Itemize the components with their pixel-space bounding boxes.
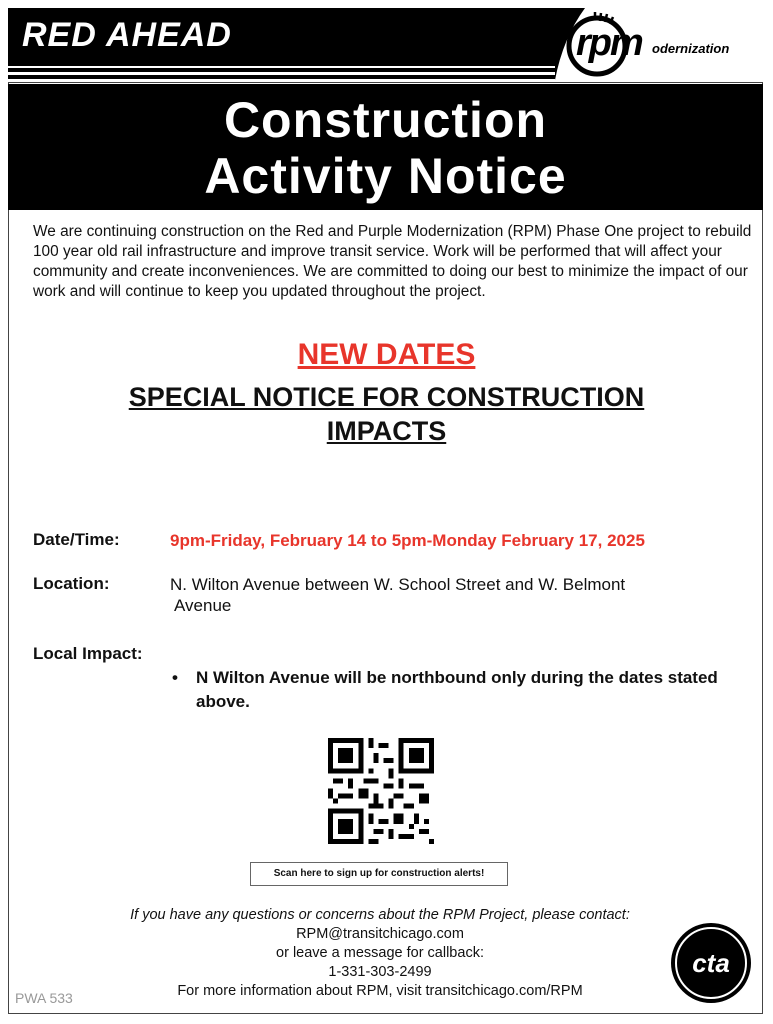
rpm-logo-subtext: odernization — [652, 41, 730, 56]
header-stripe — [8, 75, 560, 79]
location-label: Location: — [33, 574, 110, 593]
local-impact-label: Local Impact: — [33, 644, 143, 663]
impact-list-item — [172, 666, 742, 714]
new-dates-heading: NEW DATES — [297, 338, 476, 371]
contact-question: If you have any questions or concerns about the RPM Project, please contact: — [130, 907, 630, 923]
datetime-label: Date/Time: — [33, 530, 120, 549]
datetime-value: 9pm-Friday, February 14 to 5pm-Monday February 17, 2025 — [170, 531, 645, 550]
intro-paragraph: We are continuing construction on the Red and Purple Modernization (RPM) Phase One project to rebuild 100 year old rail infrastructure and improve transit service. Work will be performed that will affect your community and create inconveniences. We are committed to doing our best to minimize the impact of our work and will continue to keep you updated throughout the project. — [33, 223, 752, 300]
contact-phone[interactable]: 1-331-303-2499 — [328, 964, 432, 980]
title-banner — [8, 84, 763, 210]
red-ahead-logo: RED AHEAD — [22, 16, 232, 54]
qr-caption: Scan here to sign up for construction alerts! — [250, 862, 508, 886]
special-notice-heading — [80, 380, 693, 448]
special-notice-line-1: SPECIAL NOTICE FOR CONSTRUCTION — [128, 382, 645, 412]
special-notice-line-2: IMPACTS — [326, 416, 447, 446]
impact-text: N Wilton Avenue will be northbound only during the dates stated above. — [196, 668, 718, 711]
location-value-line-2: Avenue — [174, 596, 232, 615]
location-value — [170, 574, 730, 616]
qr-code[interactable] — [328, 738, 434, 844]
header-stripe — [8, 68, 556, 72]
rpm-logo-text: rpm — [576, 22, 642, 64]
contact-email[interactable]: RPM@transitchicago.com — [296, 926, 464, 942]
contact-block — [100, 906, 660, 1001]
cta-logo-text: cta — [692, 948, 730, 978]
document-code: PWA 533 — [15, 990, 73, 1006]
location-value-line-1: N. Wilton Avenue between W. School Street and W. Belmont — [170, 575, 626, 594]
cta-logo — [670, 922, 752, 1004]
title-line-1: Construction — [223, 92, 548, 148]
bullet-icon: • — [172, 668, 178, 687]
more-info-text: For more information about RPM, visit transitchicago.com/RPM — [177, 983, 583, 999]
title-line-2: Activity Notice — [204, 148, 567, 204]
contact-callback-text: or leave a message for callback: — [276, 945, 484, 961]
